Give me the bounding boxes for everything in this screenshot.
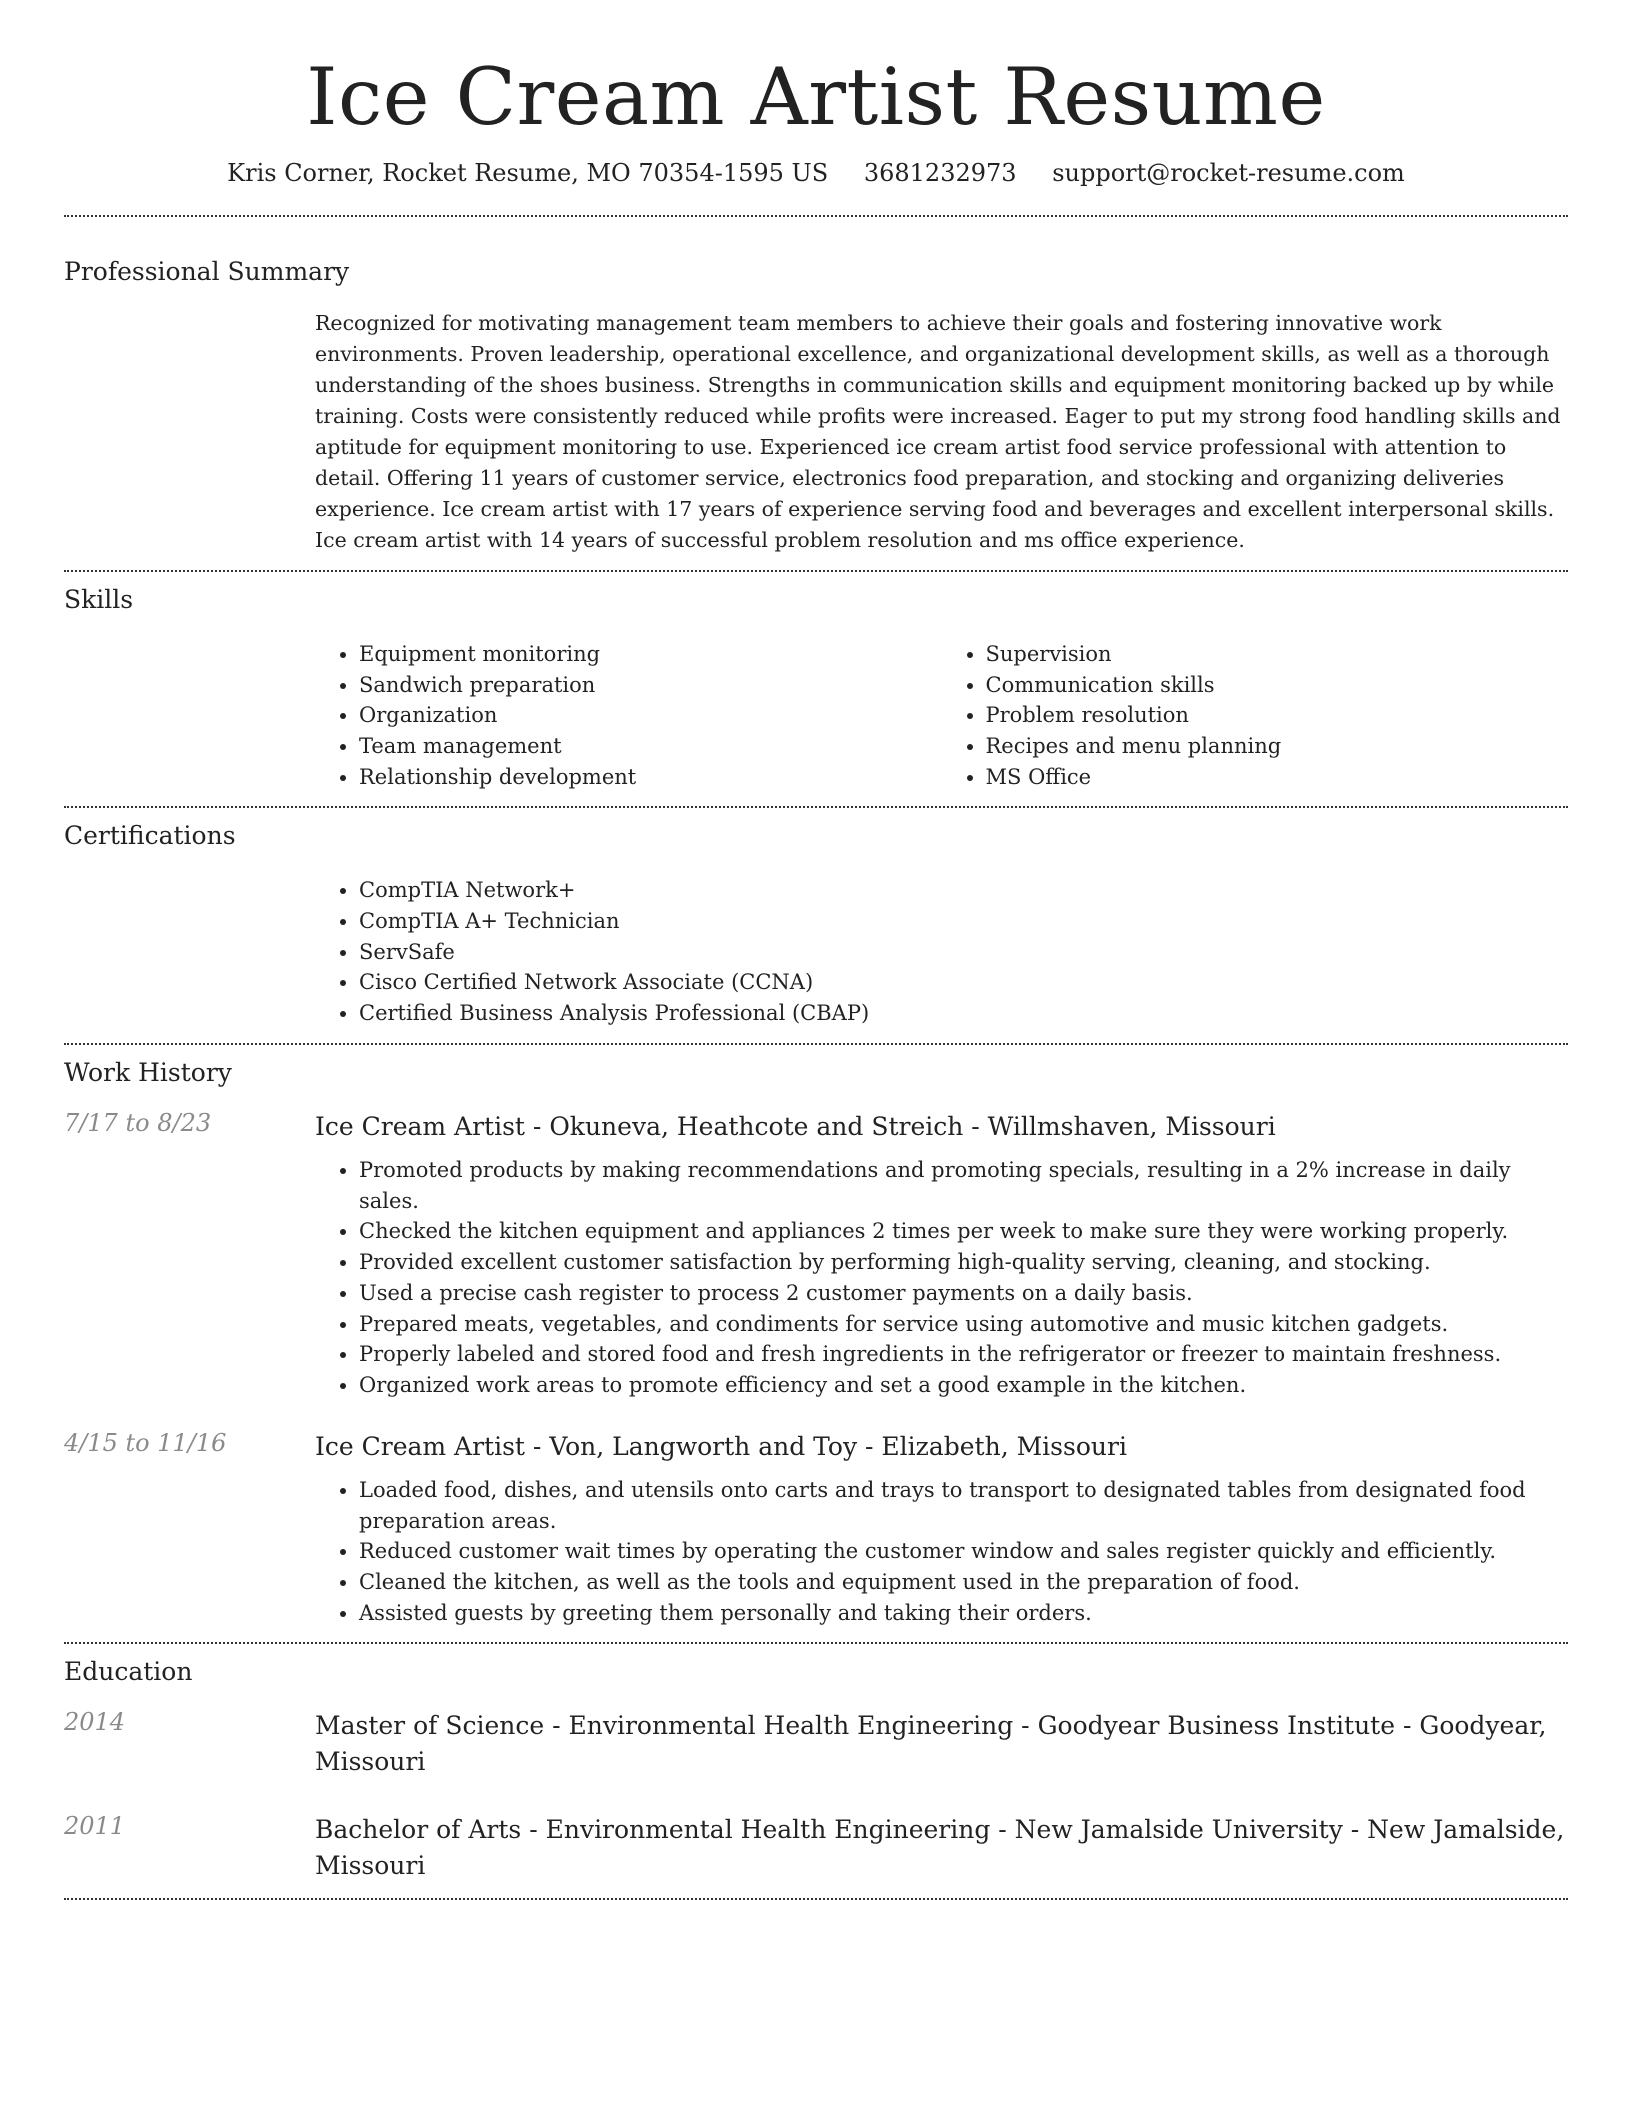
list-item: • Provided excellent customer satisfaction by performing high-quality serving, cleaning, and stocking. bbox=[359, 1247, 1568, 1278]
section-heading: Work History bbox=[64, 1057, 232, 1087]
contact-address: Kris Corner, Rocket Resume, MO 70354-1595 US bbox=[227, 158, 829, 187]
divider bbox=[64, 1898, 1568, 1900]
job-entry bbox=[64, 1429, 1568, 1629]
skills-section bbox=[64, 572, 1568, 793]
education-section bbox=[64, 1644, 1568, 1884]
job-bullets bbox=[315, 1155, 1568, 1401]
list-item: • Sandwich preparation bbox=[359, 670, 942, 701]
section-heading: Professional Summary bbox=[64, 256, 350, 286]
certifications-section bbox=[64, 808, 1568, 1029]
list-item: • Organized work areas to promote efficiency and set a good example in the kitchen. bbox=[359, 1370, 1568, 1401]
list-item: • Problem resolution bbox=[986, 700, 1569, 731]
list-item: • Certified Business Analysis Professional (CBAP) bbox=[359, 998, 1568, 1029]
resume-title: Ice Cream Artist Resume bbox=[306, 51, 1326, 143]
contact-line bbox=[64, 159, 1568, 187]
list-item: • Reduced customer wait times by operating the customer window and sales register quickly and efficiently. bbox=[359, 1536, 1568, 1567]
job-dates: 4/15 to 11/16 bbox=[64, 1428, 227, 1457]
list-item: • Assisted guests by greeting them personally and taking their orders. bbox=[359, 1598, 1568, 1629]
job-title: Ice Cream Artist - Okuneva, Heathcote and Streich - Willmshaven, Missouri bbox=[315, 1111, 1276, 1141]
list-item: • Organization bbox=[359, 700, 942, 731]
list-item: • Communication skills bbox=[986, 670, 1569, 701]
list-item: • Relationship development bbox=[359, 762, 942, 793]
list-item: • Recipes and menu planning bbox=[986, 731, 1569, 762]
section-heading: Skills bbox=[64, 584, 134, 614]
job-dates: 7/17 to 8/23 bbox=[64, 1108, 212, 1137]
work-history-section bbox=[64, 1045, 1568, 1629]
skills-list-right bbox=[942, 639, 1569, 793]
list-item: • Prepared meats, vegetables, and condiments for service using automotive and music kitchen gadgets. bbox=[359, 1309, 1568, 1340]
education-year: 2014 bbox=[64, 1708, 126, 1737]
list-item: • Cleaned the kitchen, as well as the tools and equipment used in the preparation of food. bbox=[359, 1567, 1568, 1598]
contact-email: support@rocket-resume.com bbox=[1052, 158, 1405, 187]
list-item: • Cisco Certified Network Associate (CCNA) bbox=[359, 967, 1568, 998]
resume-page bbox=[64, 0, 1568, 1900]
section-heading: Education bbox=[64, 1657, 193, 1687]
list-item: • Properly labeled and stored food and fresh ingredients in the refrigerator or freezer to maintain freshness. bbox=[359, 1339, 1568, 1370]
education-title: Bachelor of Arts - Environmental Health Engineering - New Jamalside University - New Jamalside, Missouri bbox=[315, 1815, 1565, 1881]
list-item: • Promoted products by making recommendations and promoting specials, resulting in a 2% increase in daily sales. bbox=[359, 1155, 1568, 1216]
list-item: • CompTIA Network+ bbox=[359, 875, 1568, 906]
list-item: • ServSafe bbox=[359, 937, 1568, 968]
section-heading: Certifications bbox=[64, 821, 236, 851]
list-item: • Used a precise cash register to process 2 customer payments on a daily basis. bbox=[359, 1278, 1568, 1309]
list-item: • CompTIA A+ Technician bbox=[359, 906, 1568, 937]
list-item: • Team management bbox=[359, 731, 942, 762]
skills-list-left bbox=[315, 639, 942, 793]
job-bullets bbox=[315, 1475, 1568, 1629]
education-entry bbox=[64, 1812, 1568, 1884]
list-item: • Supervision bbox=[986, 639, 1569, 670]
list-item: • MS Office bbox=[986, 762, 1569, 793]
certifications-list bbox=[315, 875, 1568, 1029]
summary-text: Recognized for motivating management team members to achieve their goals and fostering innovative work environments. Proven leadership, operational excellence, and organizational development skills, as well as a thorough understanding of the shoes business. Strengths in communication skills and equipment monitoring backed up by while training. Costs were consistently reduced while profits were increased. Eager to put my strong food handling skills and aptitude for equipment monitoring to use. Experienced ice cream artist food service professional with attention to detail. Offering 11 years of customer service, electronics food preparation, and stocking and organizing deliveries experience. Ice cream artist with 17 years of experience serving food and beverages and excellent interpersonal skills. Ice cream artist with 14 years of successful problem resolution and ms office experience. bbox=[315, 310, 1561, 552]
list-item: • Equipment monitoring bbox=[359, 639, 942, 670]
contact-phone: 3681232973 bbox=[863, 158, 1017, 187]
list-item: • Checked the kitchen equipment and appliances 2 times per week to make sure they were working properly. bbox=[359, 1216, 1568, 1247]
job-entry bbox=[64, 1109, 1568, 1401]
education-title: Master of Science - Environmental Health Engineering - Goodyear Business Institute - Goodyear, Missouri bbox=[315, 1711, 1547, 1777]
summary-section bbox=[64, 217, 1568, 556]
job-title: Ice Cream Artist - Von, Langworth and Toy - Elizabeth, Missouri bbox=[315, 1431, 1127, 1461]
education-entry bbox=[64, 1708, 1568, 1780]
education-year: 2011 bbox=[64, 1812, 126, 1841]
list-item: • Loaded food, dishes, and utensils onto carts and trays to transport to designated tables from designated food preparation areas. bbox=[359, 1475, 1568, 1536]
